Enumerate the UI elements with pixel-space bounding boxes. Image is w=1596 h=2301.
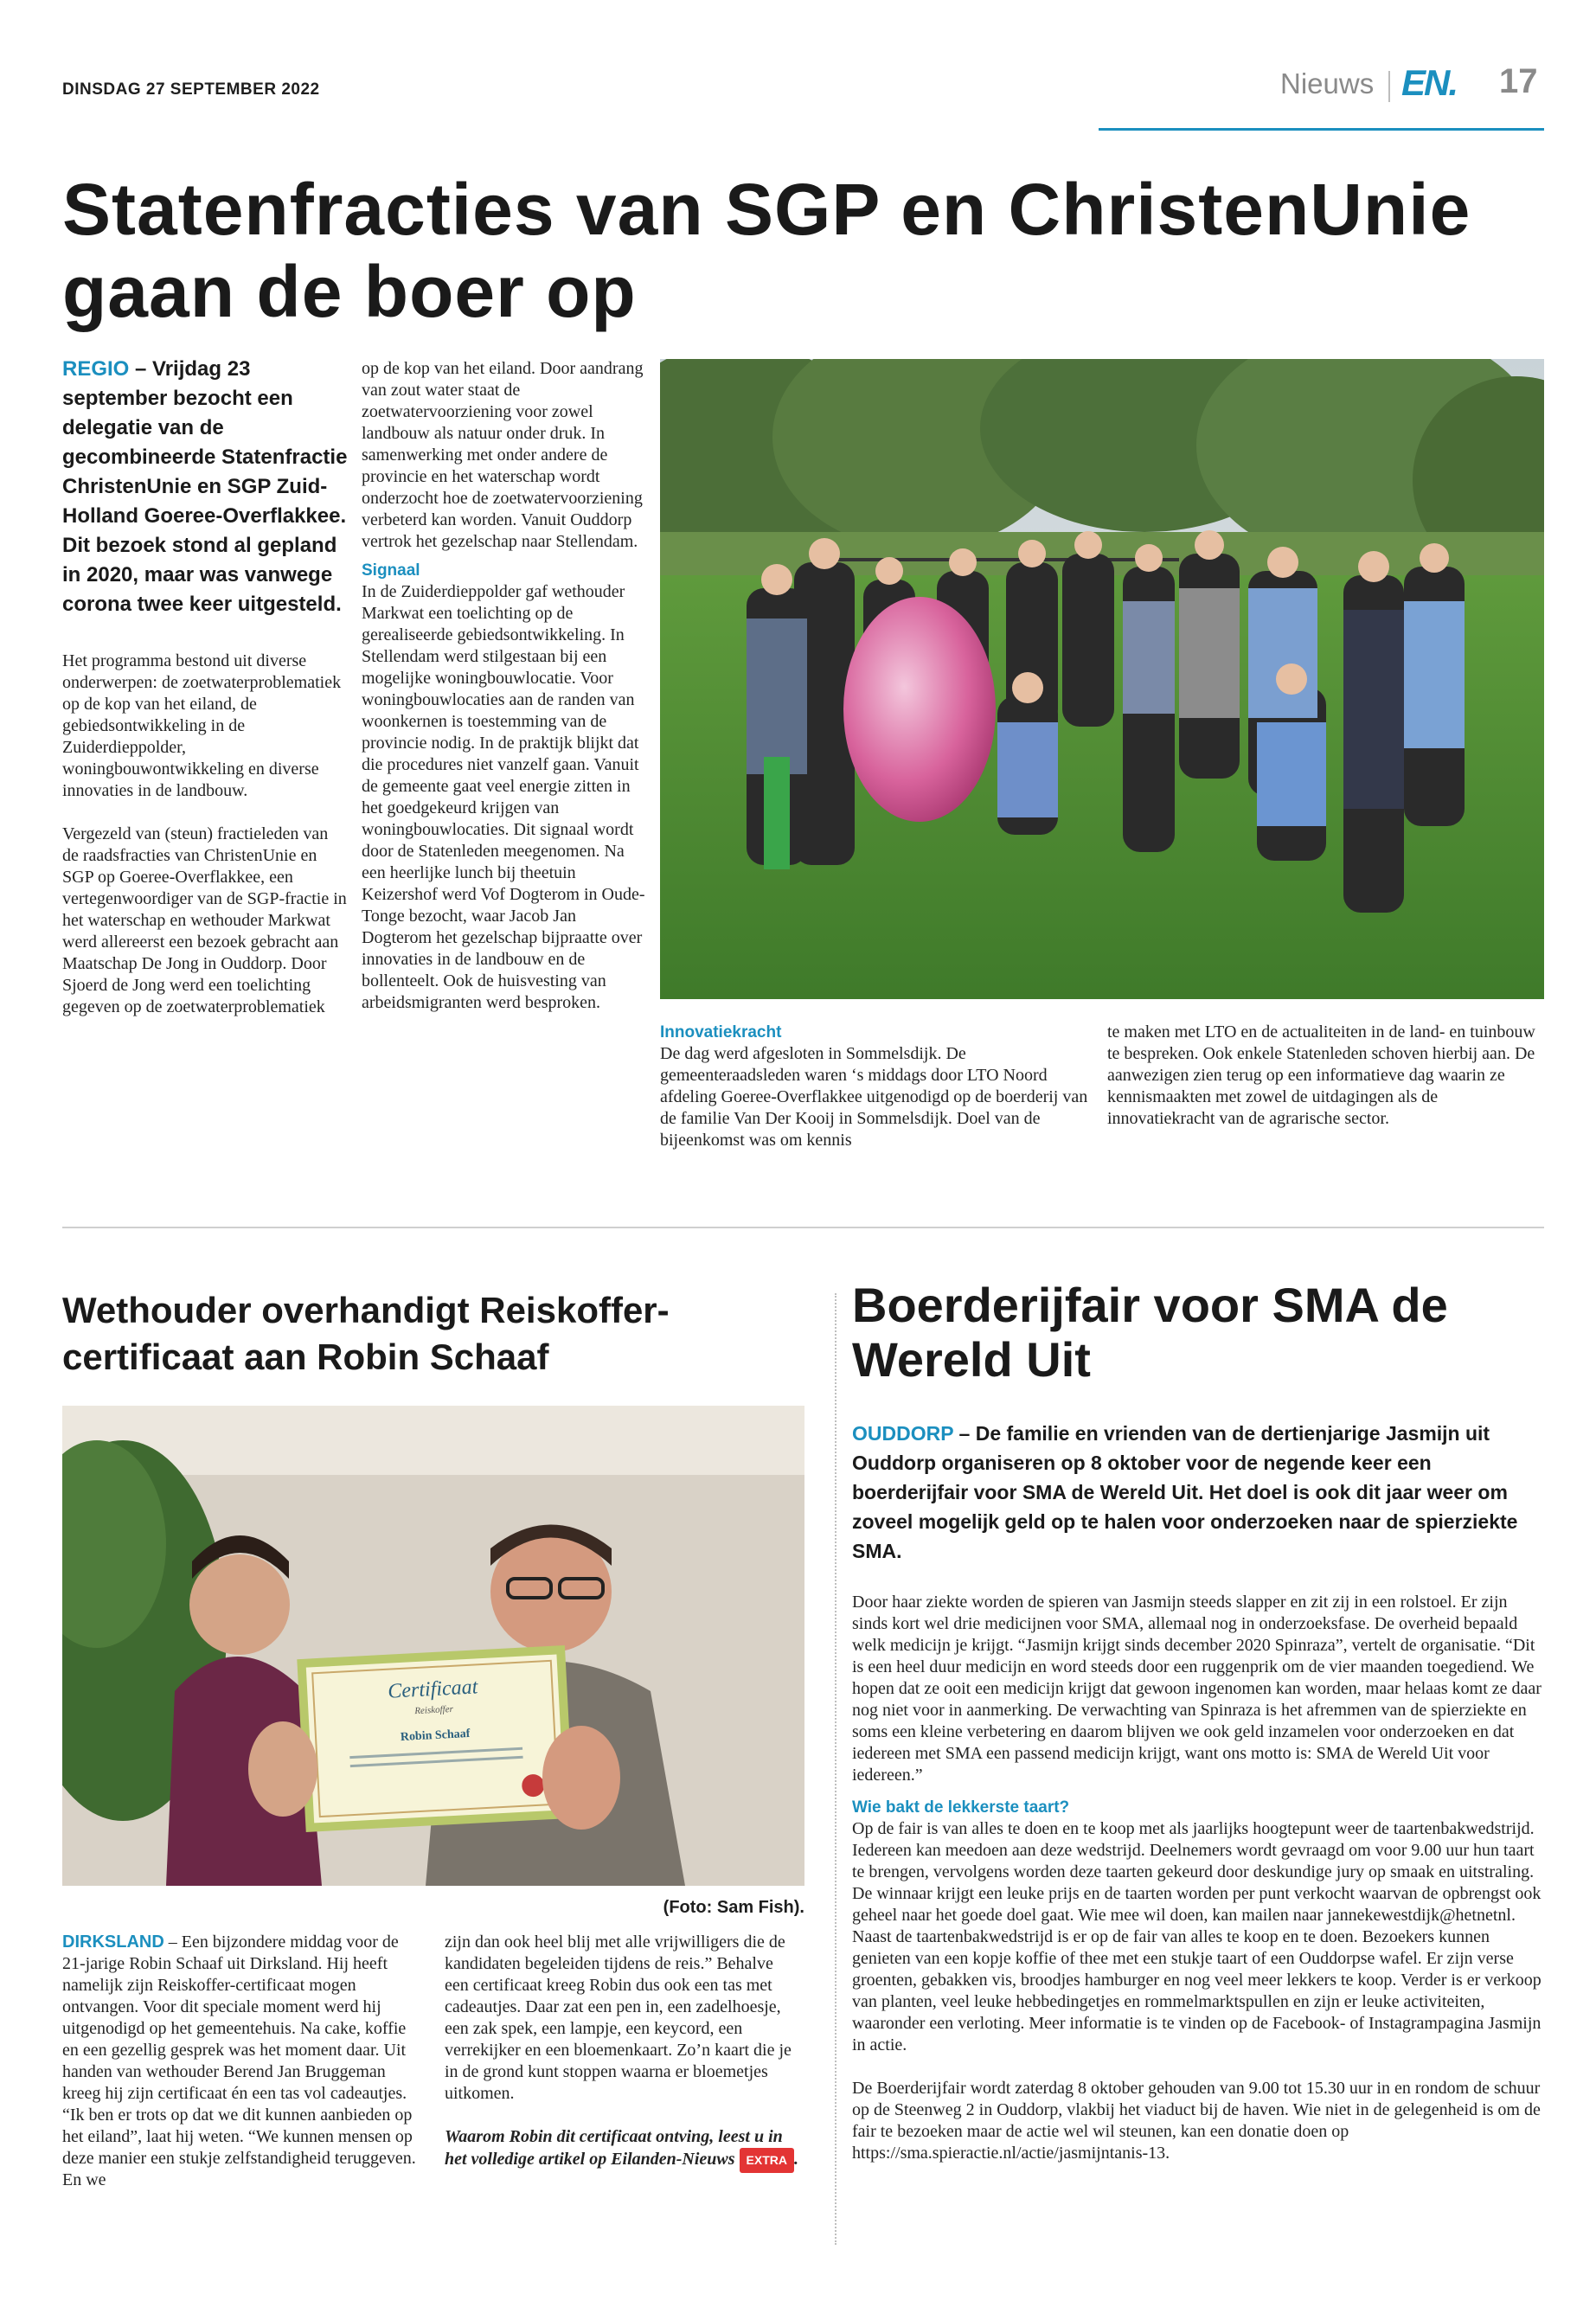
section-label: Nieuws bbox=[1280, 67, 1375, 99]
article3-headline: Boerderijfair voor SMA de Wereld Uit bbox=[852, 1278, 1448, 1387]
article3-subhead: Wie bakt de lekkerste taart? bbox=[852, 1798, 1070, 1817]
page-number: 17 bbox=[1499, 62, 1538, 100]
article1-col3 bbox=[660, 1022, 1097, 1173]
article3-body bbox=[852, 1592, 1544, 2186]
article2-paragraph bbox=[62, 1932, 419, 2191]
article1-paragraph: Vergezeld van (steun) fractieleden van de raadsfracties van ChristenUnie en SGP op Goeree-Overflakkee, een vertegenwoordiger van de SGP-fractie in het waterschap en wethouder Markwat werd allereerst een bezoek gebracht aan Maatschap De Jong in Ouddorp. Door Sjoerd de Jong werd een toelichting gegeven op de zoetwaterproblematiek bbox=[62, 824, 347, 1016]
article1-location: REGIO bbox=[62, 357, 130, 381]
certificate-name: Robin Schaaf bbox=[400, 1727, 471, 1745]
article1-col2 bbox=[362, 358, 647, 1035]
certificate-subtitle: Reiskoffer bbox=[413, 1703, 454, 1717]
article1-col1 bbox=[62, 355, 348, 1040]
article2-photo bbox=[62, 1406, 804, 1886]
header-rule bbox=[1099, 128, 1544, 131]
promo-text: Waarom Robin dit certificaat ontving, leest u in het volledige artikel op Eilanden-Nieuws bbox=[445, 2127, 783, 2169]
article2-paragraph: zijn dan ook heel blij met alle vrijwilligers die de kandidaten begeleiden tijdens de reis.” Behalve een certificaat kreeg Robin dus ook een tas met cadeautjes. Daar zat een pen in, een zadelhoesje, een zak spek, een lampje, een keycord, een verrekijker en een bloemenkaart. Zo’n kaart die je in de grond kunt stoppen waarna er bloemetjes uitkomen. bbox=[445, 1932, 792, 2103]
extra-badge[interactable]: EXTRA bbox=[740, 2148, 794, 2173]
article3-lead bbox=[852, 1419, 1544, 1566]
article2-headline: Wethouder overhandigt Reiskoffer-certificaat aan Robin Schaaf bbox=[62, 1290, 670, 1377]
article2-promo bbox=[445, 2126, 801, 2173]
column-divider bbox=[835, 1293, 836, 2245]
article1-col1-body bbox=[62, 651, 348, 1018]
issue-date: DINSDAG 27 SEPTEMBER 2022 bbox=[62, 80, 320, 99]
article2-col1 bbox=[62, 1932, 419, 2213]
article1-col4 bbox=[1107, 1022, 1544, 1151]
certificate-title: Certificaat bbox=[387, 1676, 478, 1703]
article2-text: – Een bijzondere middag voor de 21-jarige Robin Schaaf uit Dirksland. Hij heeft namelijk zijn Reiskoffer-certificaat mogen ontvangen. Voor dit speciale moment werd hij uitgenodigd op het gemeentehuis. Na cake, koffie en een gezellig gesprek was het moment daar. Uit handen van wethouder Berend Jan Bruggeman kreeg hij zijn certificaat én een tas vol cadeautjes. “Ik ben er trots op dat we dit kunnen aanbieden op het eiland”, laat hij weten. “We kunnen mensen op deze manier een stukje zelfstandigheid teruggeven. En we bbox=[62, 1932, 416, 2189]
article3-paragraph: Door haar ziekte worden de spieren van Jasmijn steeds slapper en zit zij in een rolstoel. Er zijn sinds kort wel drie medicijnen voor SMA, allemaal nog in onderzoeksfase. De overheid bepaald welk medicijn je krijgt. “Jasmijn krijgt sinds december 2020 Spinraza”, vertelt de organisatie. “Dit is een heel duur medicijn en word steeds door een ruggenprik om de vier maanden toegediend. We hopen dat ze ooit een medicijn krijgt dat gewoon ingenomen kan worden, maar helaas komt ze daar nog niet voor in aanmerking. De verwachting van Spinraza is het afremmen van de spierziekte en soms een kleine verbetering en daarom blijven we ook geld inzamelen voor onderzoeken en dat iedereen met SMA een passend medicijn krijgt, want ons motto is: SMA de Wereld Uit voor iedereen.” bbox=[852, 1593, 1542, 1785]
article1-subhead-signaal: Signaal bbox=[362, 561, 420, 580]
article3-location: OUDDORP bbox=[852, 1422, 954, 1445]
article3-paragraph: De Boerderijfair wordt zaterdag 8 oktober gehouden van 9.00 tot 15.30 uur in en rondom de schuur op de Steenweg 2 in Ouddorp, vlakbij het viaduct bij de haven. Wie niet in de gelegenheid is om de fair te bezoeken maar de actie wel wil steunen, kan een donatie doen op https://sma.spieractie.nl/actie/jasmijntanis-13. bbox=[852, 2079, 1541, 2163]
article1-headline: Statenfracties van SGP en ChristenUnie gaan de boer op bbox=[62, 169, 1471, 332]
article1-lead bbox=[62, 355, 348, 619]
article2-location: DIRKSLAND bbox=[62, 1932, 164, 1952]
article1-paragraph: Het programma bestond uit diverse onderwerpen: de zoetwaterproblematiek op de kop van het eiland, de gebiedsontwikkeling in de Zuiderdieppolder, woningbouwontwikkeling en diverse innovaties in de landbouw. bbox=[62, 651, 342, 800]
header-divider bbox=[1388, 71, 1390, 102]
promo-end: . bbox=[794, 2150, 798, 2169]
article2-col2 bbox=[445, 1932, 801, 2195]
article1-paragraph: In de Zuiderdieppolder gaf wethouder Markwat een toelichting op de gerealiseerde gebiedsontwikkeling. In Stellendam werd stilgestaan bij een mogelijke woningbouwlocatie. Voor woningbouwlocaties aan de randen van woonkernen is toestemming van de provincie nodig. In de praktijk blijkt dat die procedures niet vanzelf gaan. Vanuit de gemeente gaat veel energie zitten in het goedgekeurd krijgen van woningbouwlocaties. Dit signaal wordt door de Statenleden meegenomen. Na een heerlijke lunch bij theetuin Keizershof werd Vof Dogterom in Oude-Tonge bezocht, waar Jacob Jan Dogterom het gezelschap bijpraatte over innovaties in de landbouw en de bollenteelt. Ook de huisvesting van arbeidsmigranten werd besproken. bbox=[362, 582, 645, 1012]
article1-paragraph: De dag werd afgesloten in Sommelsdijk. De gemeenteraadsleden waren ‘s middags door LTO Noord afdeling Goeree-Overflakkee uitgenodigd op de boerderij van de familie Van Der Kooij in Sommelsdijk. Doel van de bijeenkomst was om kennis bbox=[660, 1044, 1088, 1150]
article3-lead-text: – De familie en vrienden van de dertienjarige Jasmijn uit Ouddorp organiseren op 8 oktober voor de negende keer een boerderijfair voor SMA de Wereld Uit. Het doel is ook dit jaar weer om zoveel mogelijk geld op te halen voor onderzoeken naar de spierziekte SMA. bbox=[852, 1422, 1518, 1562]
group-photo-illustration bbox=[660, 359, 1544, 999]
article3-paragraph: Op de fair is van alles te doen en te koop met als jaarlijks hoogtepunt weer de taartenbakwedstrijd. Iedereen kan meedoen aan deze wedstrijd. Deelnemers wordt gevraagd om voor 9.00 uur hun taart te brengen, vervolgens worden deze taarten gekeurd door deskundige jury op smaak en uitstraling. De winnaar krijgt een leuke prijs en de taarten worden per punt verkocht waarvan de opbrengst ook geheel naar het goede doel gaat. Wie mee wil doen, kan mailen naar jannekewestdijk@hetnetnl. Naast de taartenbakwedstrijd is er op de fair van alles te koop en te doen. Bezoekers kunnen genieten van een kopje koffie of thee met een stukje taart of een Ouddorpse wafel. Er zijn verse groenten, gebakken vis, broodjes hamburger en nog veel meer lekkers te koop. Verder is er verkoop van planten, veel leuke hebbedingetjes en rommelmarktspullen en zijn er leuke activiteiten, waaronder een verloting. Meer informatie is te vinden op de Facebook- of Instagrampagina Jasmijn in actie. bbox=[852, 1819, 1542, 2054]
article1-paragraph: te maken met LTO en de actualiteiten in de land- en tuinbouw te bespreken. Ook enkele Statenleden schoven hierbij aan. De aanwezigen zien terug op een informatieve dag waarin ze kennismaakten met zowel de uitdagingen als de innovatiekracht van de agrarische sector. bbox=[1107, 1022, 1535, 1128]
newspaper-logo: EN. bbox=[1401, 62, 1458, 103]
article1-group-photo bbox=[660, 359, 1544, 999]
article1-lead-text: – Vrijdag 23 september bezocht een delegatie van de gecombineerde Statenfractie ChristenUnie en SGP Zuid-Holland Goeree-Overflakkee. Dit bezoek stond al gepland in 2020, maar was vanwege corona twee keer uitgesteld. bbox=[62, 357, 348, 616]
article1-subhead-innovatie: Innovatiekracht bbox=[660, 1023, 782, 1042]
photo-credit: (Foto: Sam Fish). bbox=[663, 1898, 804, 1917]
article1-paragraph: op de kop van het eiland. Door aandrang van zout water staat de zoetwatervoorziening voor zowel landbouw als natuur onder druk. In samenwerking met onder andere de provincie en het waterschap wordt onderzocht hoe de zoetwatervoorziening verbeterd kan worden. Vanuit Ouddorp vertrok het gezelschap naar Stellendam. bbox=[362, 359, 644, 551]
certificate-photo-illustration bbox=[62, 1406, 804, 1886]
section-divider bbox=[62, 1227, 1544, 1228]
